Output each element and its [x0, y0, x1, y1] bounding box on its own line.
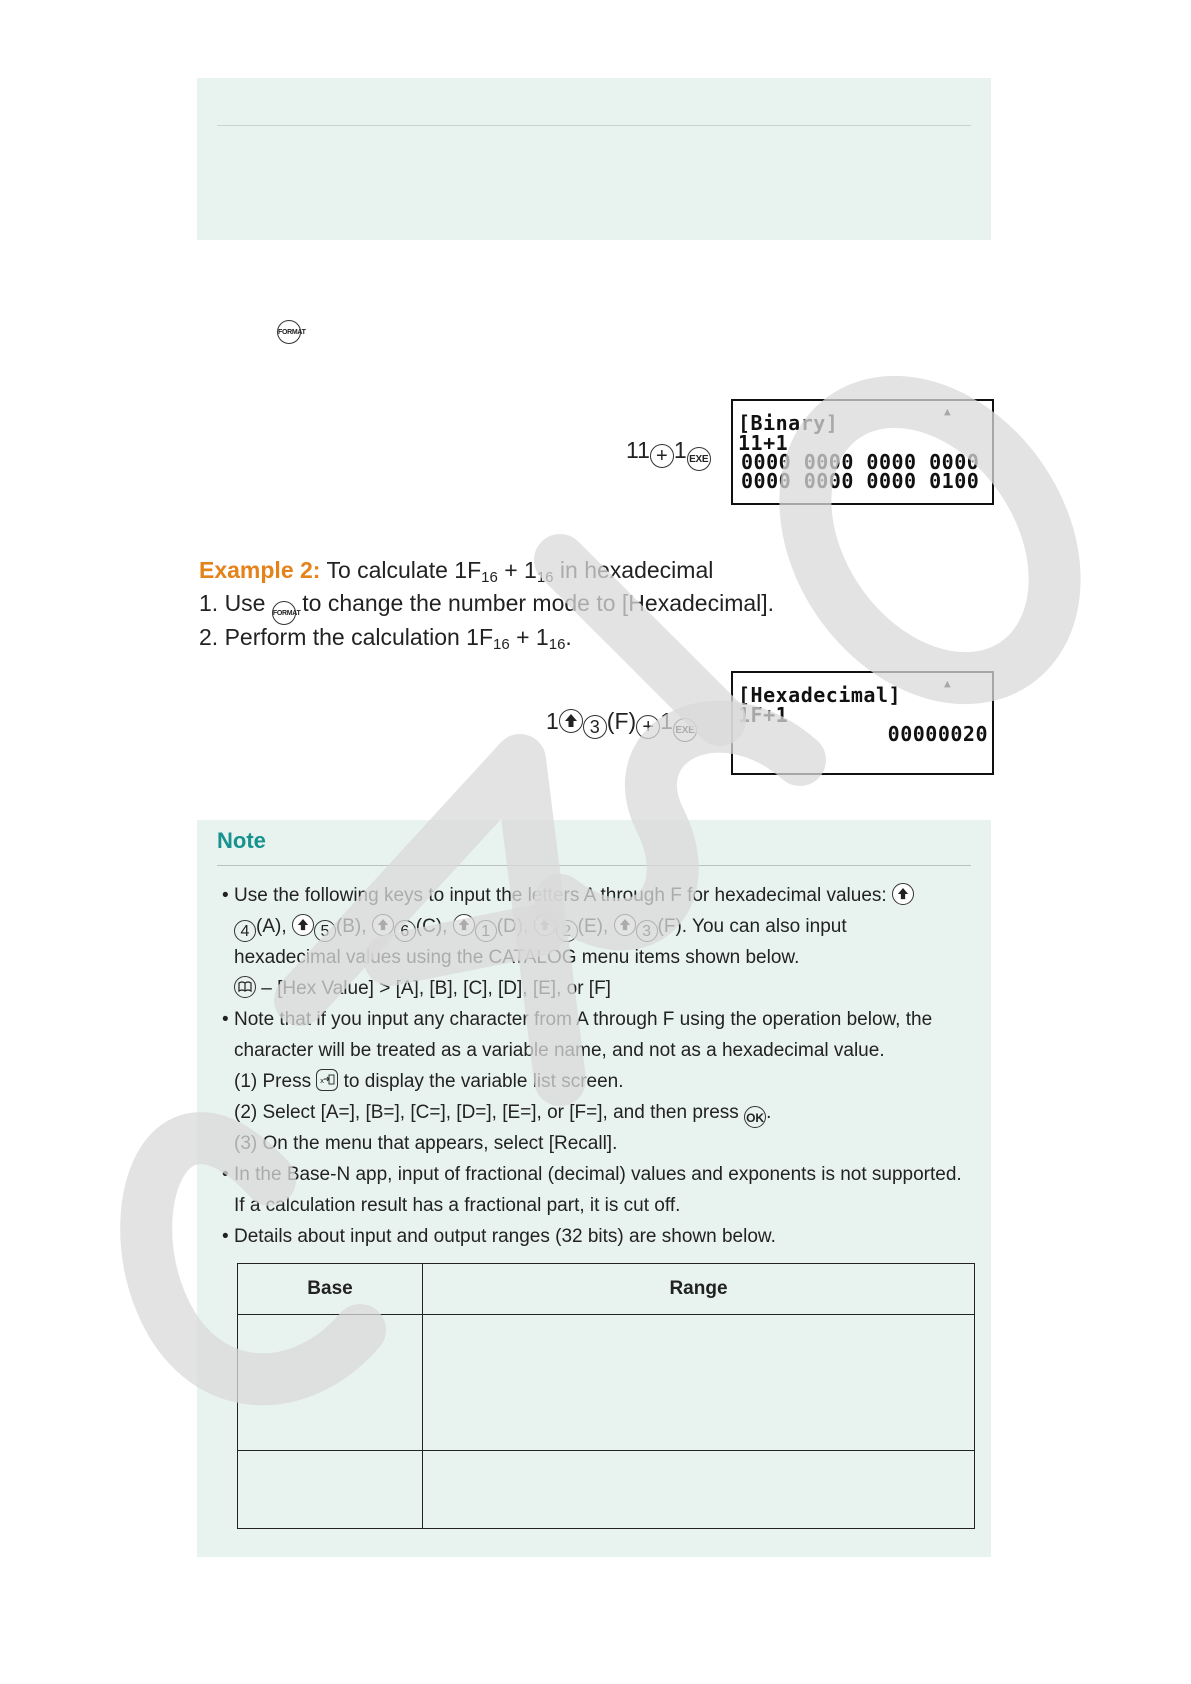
digit-key-icon: 4: [234, 920, 256, 942]
step2-text: 2. Perform the calculation 1F: [199, 624, 494, 650]
lcd-indicator: ▲: [944, 677, 951, 690]
note-bullet: [217, 1159, 977, 1221]
lcd-expression: 11+1: [738, 431, 789, 455]
key-digit: 1: [673, 437, 687, 463]
subscript: 16: [493, 636, 510, 653]
subscript: 16: [481, 569, 498, 586]
letter-label: (B),: [335, 916, 367, 937]
digit-key-icon: 5: [314, 920, 336, 942]
key-digit: 1: [546, 708, 559, 734]
note-text: .: [766, 1102, 772, 1123]
lcd-display-binary: [731, 399, 994, 505]
note-text: Details about input and output ranges (32 bits) are shown below.: [234, 1226, 776, 1247]
digit-key-icon: 1: [475, 920, 497, 942]
heading-plus: + 1: [497, 557, 537, 583]
note-text: character will be treated as a variable name, and not as a hexadecimal value.: [234, 1040, 885, 1061]
svg-text:x: x: [320, 1077, 325, 1085]
catalog-key-icon: [234, 976, 256, 998]
example2-heading: [199, 557, 713, 584]
step2-plus: + 1: [509, 624, 549, 650]
note-text: to display the variable list screen.: [343, 1071, 624, 1092]
shift-key-icon: [292, 914, 314, 936]
note-text: In the Base-N app, input of fractional (decimal) values and exponents is not supported.: [234, 1164, 962, 1185]
letter-label: (A),: [256, 916, 287, 937]
letter-label: (C),: [415, 916, 448, 937]
table-row: [238, 1451, 975, 1529]
heading-text: To calculate 1F: [326, 557, 482, 583]
exe-key-icon: EXE: [673, 718, 697, 742]
plus-key-icon: +: [636, 715, 660, 739]
example1-key-sequence: [626, 437, 711, 471]
key-digits: 11: [626, 437, 650, 463]
shift-key-icon: [892, 883, 914, 905]
format-key-icon: FORMAT: [272, 601, 296, 625]
key-digit: 1: [660, 708, 673, 734]
example2-step1: [199, 590, 774, 625]
note-title: Note: [217, 828, 266, 853]
note-text: Use the following keys to input the letters A through F for hexadecimal values:: [234, 885, 887, 906]
lcd-indicator: ▲: [944, 405, 951, 418]
note-divider: [217, 865, 971, 866]
table-cell: [423, 1451, 975, 1529]
table-header-row: [238, 1264, 975, 1315]
letter-label: (E),: [577, 916, 609, 937]
example2-step2: [199, 624, 572, 651]
lcd-mode: [Binary]: [738, 411, 839, 435]
note-text: – [Hex Value] > [A], [B], [C], [D], [E], or [F]: [261, 978, 611, 999]
letter-label: (F).: [657, 916, 688, 937]
note-text: (3) On the menu that appears, select [Recall].: [234, 1133, 618, 1154]
lcd-result-line1: 0000 0000 0000 0000: [741, 450, 980, 474]
shift-key-icon: [453, 914, 475, 936]
letter-label: (D),: [496, 916, 529, 937]
info-panel-top: [197, 78, 991, 240]
note-text: Note that if you input any character from A through F using the operation below, the: [234, 1009, 933, 1030]
digit-key-icon: 3: [636, 920, 658, 942]
subscript: 16: [536, 569, 554, 586]
lcd-result-line2: 0000 0000 0000 0100: [741, 469, 980, 493]
digit-key-icon: 3: [583, 715, 607, 739]
heading-suffix: in hexadecimal: [553, 557, 714, 583]
lcd-display-hexadecimal: [731, 671, 994, 775]
step1-prefix: 1. Use: [199, 590, 266, 616]
example-label: Example 2:: [199, 557, 321, 583]
note-text: You can also input: [692, 916, 847, 937]
step1-suffix: to change the number mode to [Hexadecimal].: [302, 590, 775, 616]
digit-key-icon: 2: [556, 920, 578, 942]
note-text: (2) Select [A=], [B=], [C=], [D=], [E=], or [F=], and then press: [234, 1102, 739, 1123]
note-bullet: [217, 1004, 977, 1159]
note-bullet: [217, 1221, 977, 1252]
shift-key-icon: [614, 914, 636, 936]
range-table: [237, 1263, 975, 1529]
table-header-range: Range: [423, 1264, 975, 1315]
table-header-base: Base: [238, 1264, 423, 1315]
step2-end: .: [565, 624, 572, 650]
note-text: (1) Press: [234, 1071, 312, 1092]
shift-key-icon: [534, 914, 556, 936]
note-text: hexadecimal values using the CATALOG menu items shown below.: [234, 947, 800, 968]
lcd-expression: 1F+1: [738, 703, 789, 727]
format-key-icon: FORMAT: [277, 320, 301, 344]
lcd-result: 00000020: [887, 722, 988, 746]
note-list: [217, 880, 977, 1252]
note-bullet: [217, 880, 977, 1004]
note-text: If a calculation result has a fractional part, it is cut off.: [234, 1195, 681, 1216]
example2-key-sequence: [546, 708, 697, 742]
table-cell: [238, 1315, 423, 1451]
shift-key-icon: [559, 709, 583, 733]
exe-key-icon: EXE: [687, 447, 711, 471]
lcd-mode: [Hexadecimal]: [738, 683, 902, 707]
note-panel: [197, 820, 991, 1557]
plus-key-icon: +: [650, 444, 674, 468]
digit-key-icon: 6: [394, 920, 416, 942]
table-row: [238, 1315, 975, 1451]
shift-key-icon: [372, 914, 394, 936]
subscript: 16: [548, 636, 566, 653]
key-letter: (F): [606, 708, 637, 734]
variable-key-icon: [316, 1069, 338, 1091]
table-cell: [423, 1315, 975, 1451]
panel-divider: [217, 125, 971, 126]
table-cell: [238, 1451, 423, 1529]
ok-key-icon: OK: [744, 1106, 766, 1128]
